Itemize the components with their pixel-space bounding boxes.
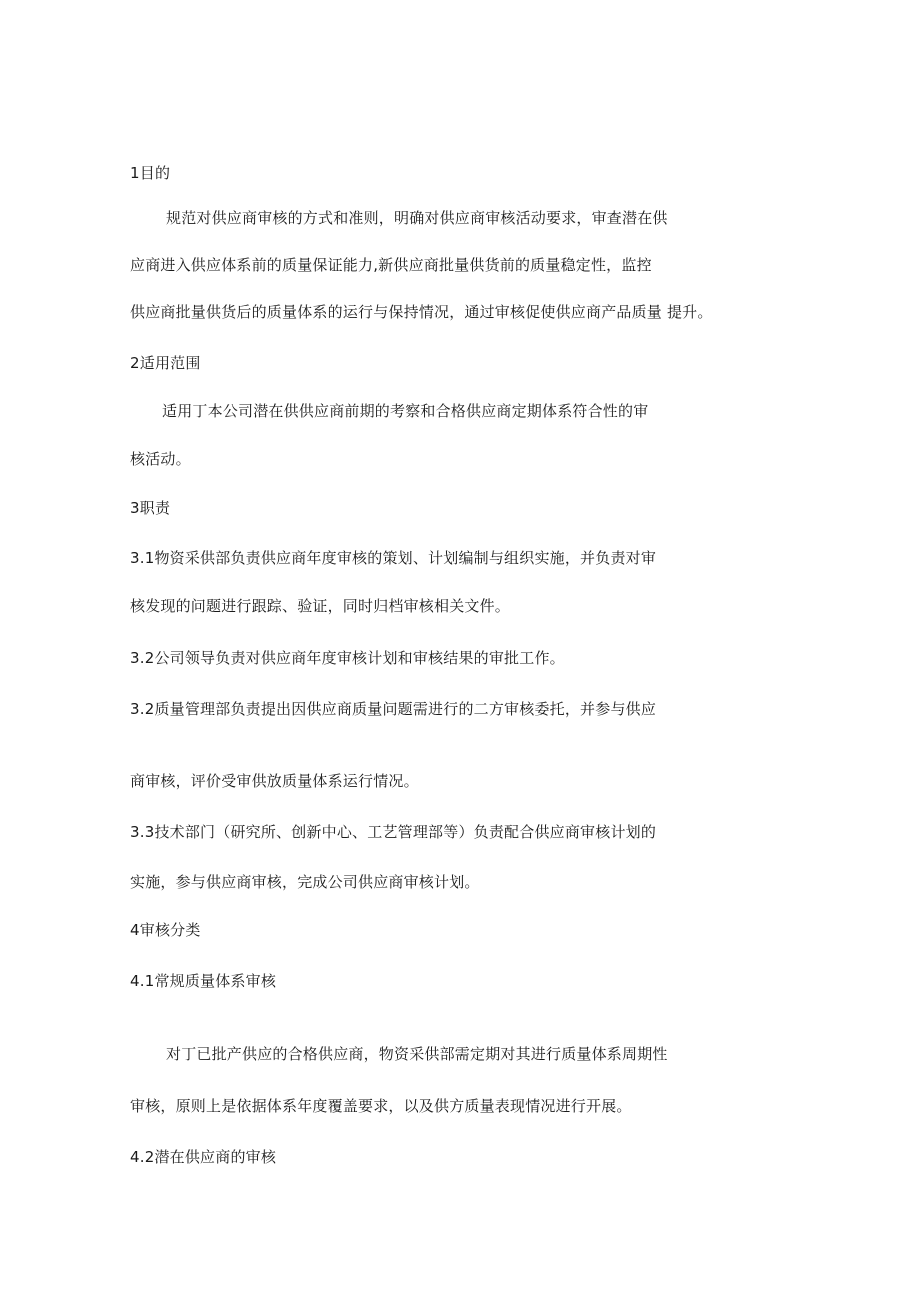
paragraph-line: 3.2质量管理部负责提出因供应商质量问题需进行的二方审核委托，并参与供应: [130, 700, 657, 718]
paragraph-line: 实施，参与供应商审核，完成公司供应商审核计划。: [130, 873, 480, 891]
subsection-heading: 4.2潜在供应商的审核: [130, 1148, 277, 1166]
paragraph-line: 核发现的问题进行跟踪、验证，同时归档审核相关文件。: [130, 597, 511, 615]
section-heading-scope: 2适用范围: [130, 354, 201, 372]
paragraph-line: 供应商批量供货后的质量体系的运行与保持情况，通过审核促使供应商产品质量 提升。: [130, 303, 713, 321]
paragraph-line: 适用丁本公司潜在供供应商前期的考察和合格供应商定期体系符合性的审: [162, 402, 649, 420]
section-heading-purpose: 1目的: [130, 164, 171, 182]
subsection-heading: 4.1常规质量体系审核: [130, 972, 277, 990]
section-heading-responsibilities: 3职责: [130, 499, 171, 517]
paragraph-line: 3.3技术部门（研究所、创新中心、工艺管理部等）负责配合供应商审核计划的: [130, 823, 657, 841]
paragraph-line: 3.1物资采供部负责供应商年度审核的策划、计划编制与组织实施，并负责对审: [130, 549, 657, 567]
paragraph-line: 商审核，评价受审供放质量体系运行情况。: [130, 772, 419, 790]
paragraph-line: 应商进入供应体系前的质量保证能力,新供应商批量供货前的质量稳定性，监控: [130, 256, 652, 274]
paragraph-line: 3.2公司领导负责对供应商年度审核计划和审核结果的审批工作。: [130, 649, 565, 667]
paragraph-line: 审核，原则上是依据体系年度覆盖要求，以及供方质量表现情况进行开展。: [130, 1097, 632, 1115]
paragraph-line: 对丁已批产供应的合格供应商，物资采供部需定期对其进行质量体系周期性: [166, 1045, 668, 1063]
section-heading-audit-types: 4审核分类: [130, 921, 201, 939]
paragraph-line: 规范对供应商审核的方式和准则，明确对供应商审核活动要求，审查潜在供: [166, 209, 668, 227]
paragraph-line: 核活动。: [130, 450, 191, 468]
